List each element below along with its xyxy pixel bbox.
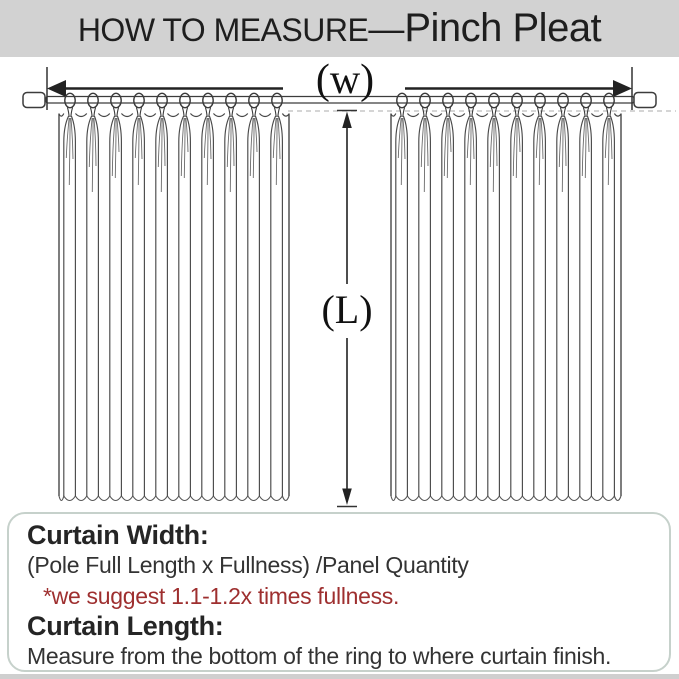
curtain-panel-left — [59, 93, 289, 500]
rod-end-cap-right — [634, 93, 656, 108]
width-arrowhead-right — [613, 80, 632, 97]
fullness-suggestion-note: *we suggest 1.1-1.2x times fullness. — [43, 583, 400, 609]
header-title-dash: — — [368, 8, 405, 49]
width-label: (w) — [315, 57, 375, 103]
length-label: (L) — [321, 287, 373, 332]
length-arrowhead-bottom — [342, 489, 352, 506]
curtain-width-heading: Curtain Width: — [27, 520, 209, 550]
curtain-length-heading: Curtain Length: — [27, 611, 224, 641]
header-title-how-to-measure: HOW TO MEASURE — [77, 12, 369, 48]
curtain-length-note: Measure from the bottom of the ring to where curtain finish. — [27, 643, 612, 669]
width-arrowhead-left — [47, 80, 66, 97]
rod-end-cap-left — [23, 93, 45, 108]
curtain-panel-right — [391, 93, 621, 500]
image-bottom-edge — [0, 674, 679, 679]
length-arrowhead-top — [342, 112, 352, 129]
header-title-pinch-pleat: Pinch Pleat — [404, 6, 602, 50]
info-box — [7, 512, 671, 672]
curtain-width-formula: (Pole Full Length x Fullness) /Panel Quantity — [27, 552, 469, 578]
